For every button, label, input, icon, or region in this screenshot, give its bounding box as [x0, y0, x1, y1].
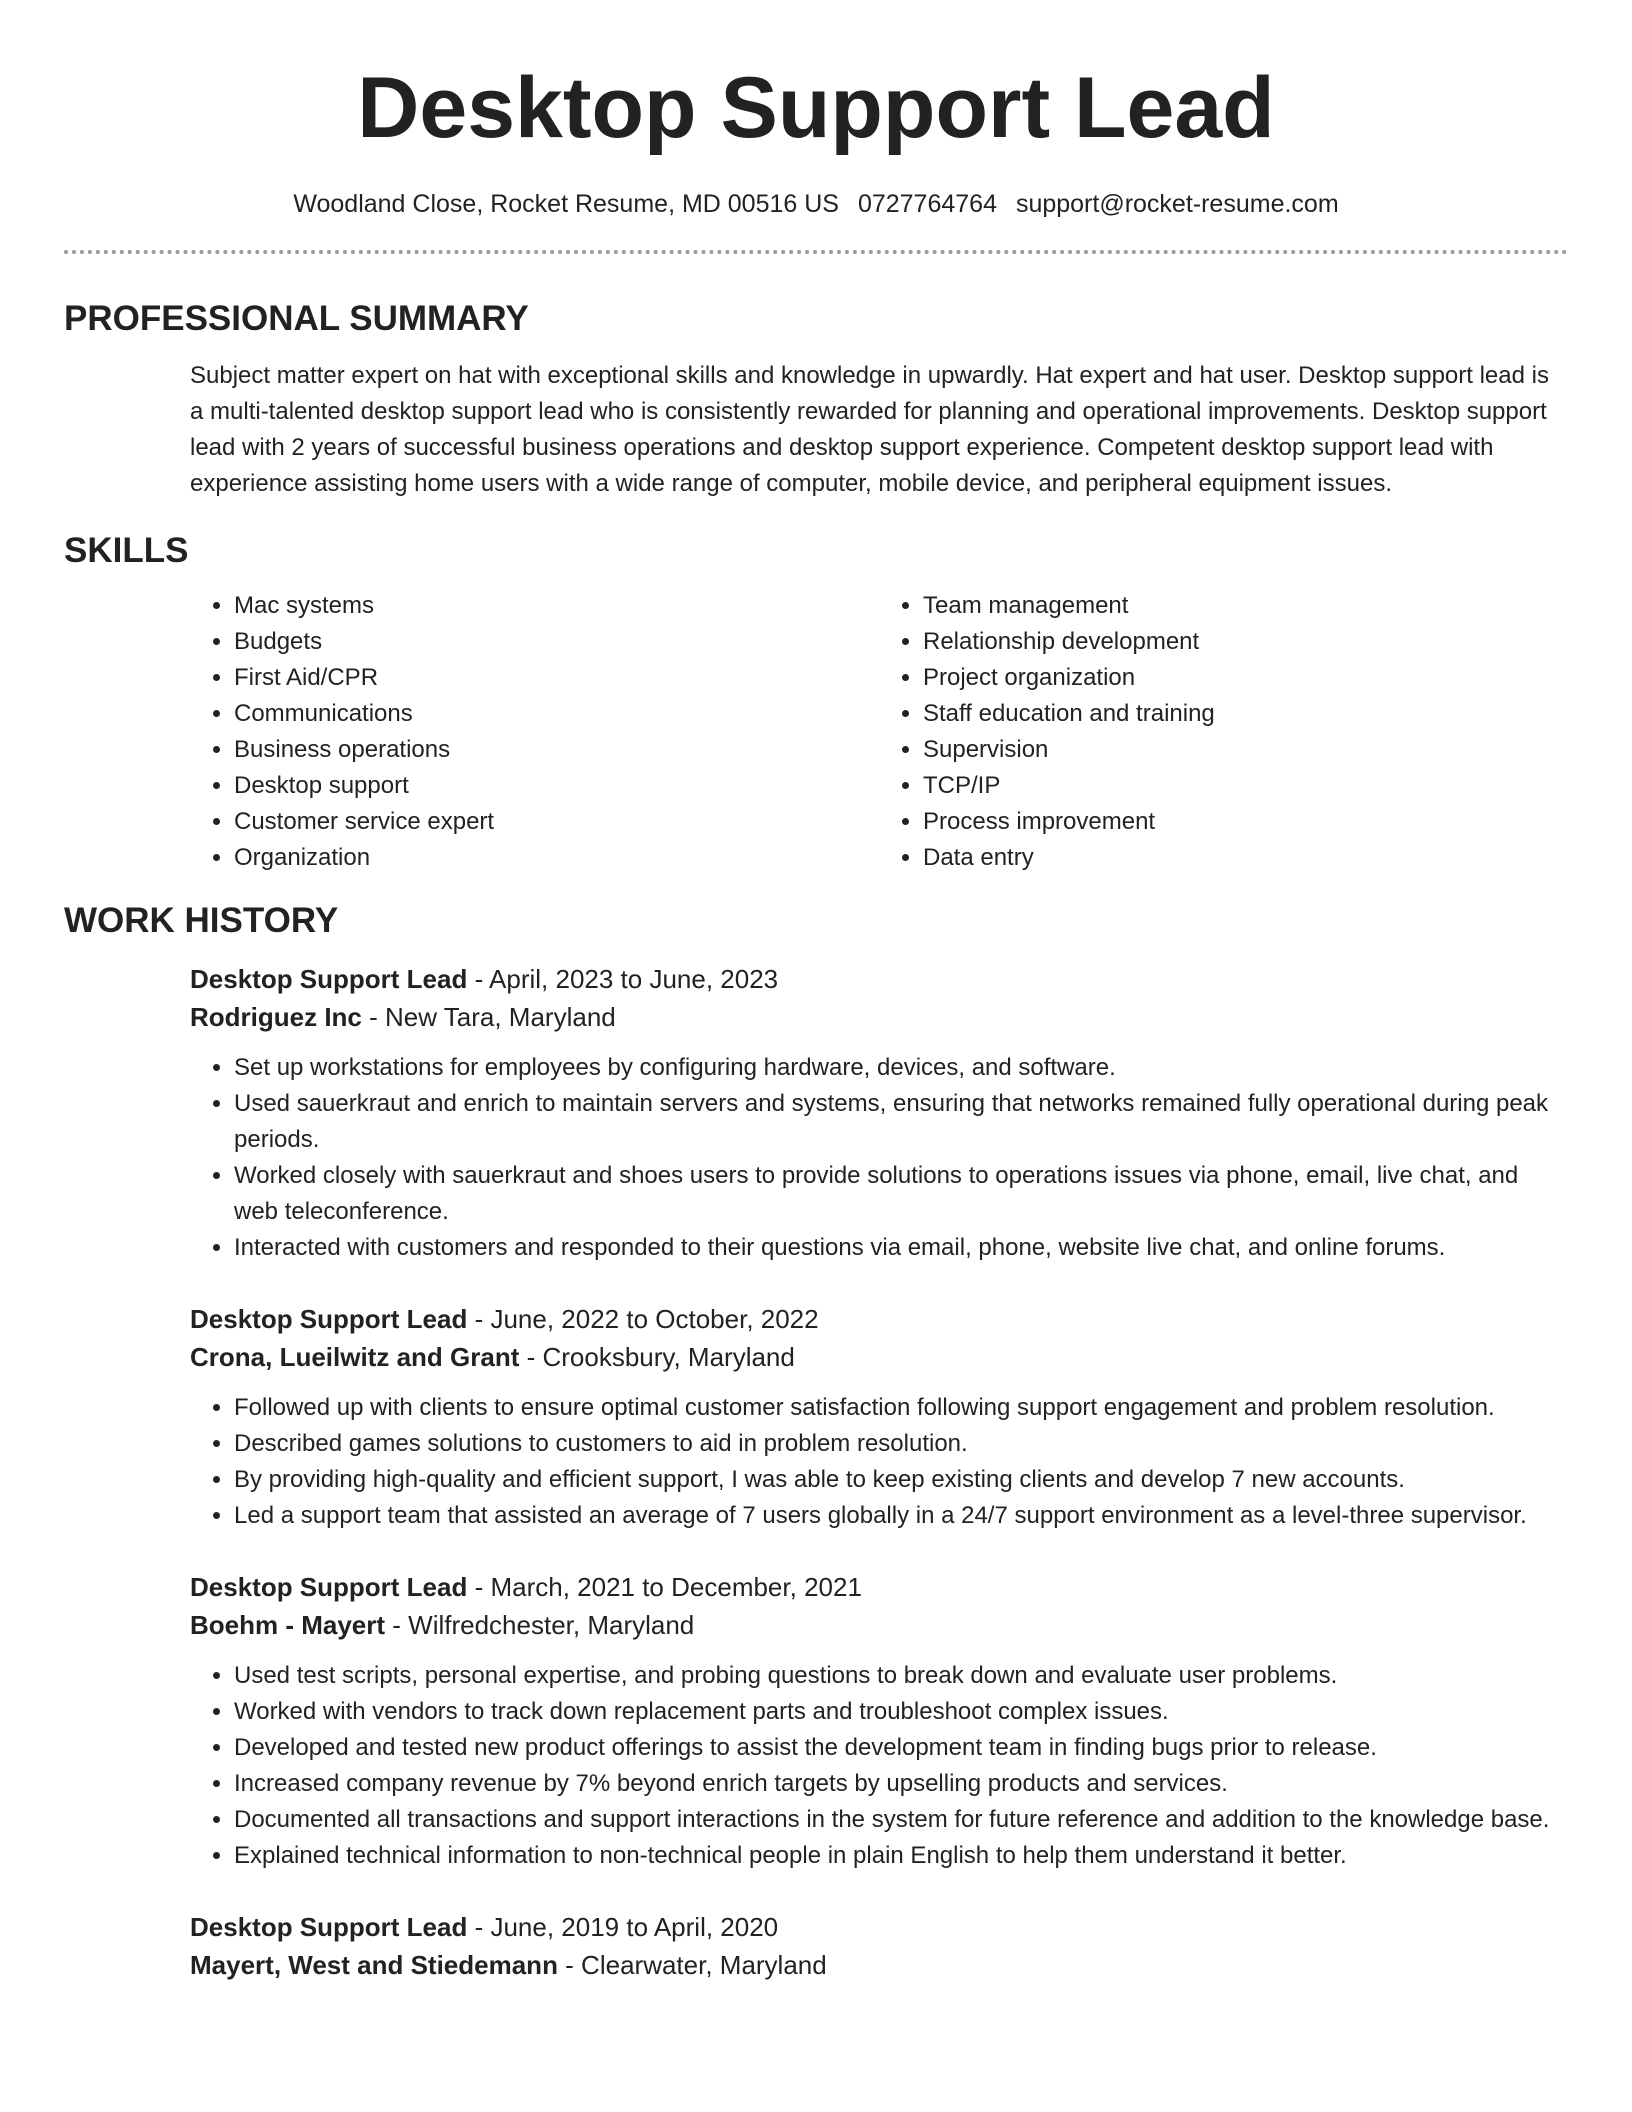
- job-title-line: [190, 1908, 1568, 1946]
- job-company-line: [190, 998, 1568, 1036]
- job-bullets: [190, 1390, 1568, 1534]
- skill-item: • Customer service expert: [234, 804, 879, 840]
- job-bullet: • Described games solutions to customers to aid in problem resolution.: [234, 1426, 1568, 1462]
- skill-item: • Organization: [234, 840, 879, 876]
- job-bullets: [190, 1050, 1568, 1266]
- skills-list: [190, 588, 1568, 876]
- skill-item: • Project organization: [923, 660, 1568, 696]
- job-role: Desktop Support Lead: [190, 1912, 468, 1942]
- skill-item: • TCP/IP: [923, 768, 1568, 804]
- job-title-line: [190, 1568, 1568, 1606]
- skill-item: • Business operations: [234, 732, 879, 768]
- skill-item: • Data entry: [923, 840, 1568, 876]
- skill-item: • Relationship development: [923, 624, 1568, 660]
- job-bullet: • Led a support team that assisted an average of 7 users globally in a 24/7 support environment as a level-three supervisor.: [234, 1498, 1568, 1534]
- skill-item: • Mac systems: [234, 588, 879, 624]
- skill-item: • Communications: [234, 696, 879, 732]
- skill-item: • Staff education and training: [923, 696, 1568, 732]
- resume-name: Desktop Support Lead: [357, 60, 1275, 156]
- job-role: Desktop Support Lead: [190, 1304, 468, 1334]
- contact-address: Woodland Close, Rocket Resume, MD 00516 US: [293, 190, 839, 218]
- job-bullet: • Set up workstations for employees by configuring hardware, devices, and software.: [234, 1050, 1568, 1086]
- job-bullet: • Followed up with clients to ensure optimal customer satisfaction following support engagement and problem resolution.: [234, 1390, 1568, 1426]
- job-bullet: • Explained technical information to non-technical people in plain English to help them understand it better.: [234, 1838, 1568, 1874]
- job-bullet: • Worked with vendors to track down replacement parts and troubleshoot complex issues.: [234, 1694, 1568, 1730]
- job-dates: - April, 2023 to June, 2023: [467, 964, 779, 994]
- skill-item: • Process improvement: [923, 804, 1568, 840]
- job-role: Desktop Support Lead: [190, 1572, 468, 1602]
- job-bullet: • Used test scripts, personal expertise, and probing questions to break down and evaluate user problems.: [234, 1658, 1568, 1694]
- job-dates: - March, 2021 to December, 2021: [467, 1572, 862, 1602]
- skill-item: • Budgets: [234, 624, 879, 660]
- summary-text: Subject matter expert on hat with exceptional skills and knowledge in upwardly. Hat expert and hat user. Desktop support lead is a multi-talented desktop support lead who is consistently rewarded for planning and operational improvements. Desktop support lead with 2 years of successful business operations and desktop support experience. Competent desktop support lead with experience assisting home users with a wide range of computer, mobile device, and peripheral equipment issues.: [190, 362, 1549, 497]
- skill-item: • Desktop support: [234, 768, 879, 804]
- contact-phone: 0727764764: [857, 190, 997, 218]
- job-location: - Clearwater, Maryland: [557, 1950, 827, 1980]
- job-company-line: [190, 1606, 1568, 1644]
- job-location: - Crooksbury, Maryland: [519, 1342, 795, 1372]
- job-entry: [190, 960, 1568, 1266]
- job-entry: [190, 1908, 1568, 1984]
- job-bullet: • Used sauerkraut and enrich to maintain servers and systems, ensuring that networks remained fully operational during peak periods.: [234, 1086, 1568, 1158]
- job-entry: [190, 1300, 1568, 1534]
- skill-item: • Team management: [923, 588, 1568, 624]
- job-bullet: • Increased company revenue by 7% beyond enrich targets by upselling products and services.: [234, 1766, 1568, 1802]
- contact-email: support@rocket-resume.com: [1015, 190, 1339, 218]
- job-bullets: [190, 1658, 1568, 1874]
- job-bullet: • By providing high-quality and efficient support, I was able to keep existing clients and develop 7 new accounts.: [234, 1462, 1568, 1498]
- job-bullet: • Documented all transactions and support interactions in the system for future reference and addition to the knowledge base.: [234, 1802, 1568, 1838]
- header-divider: [64, 250, 1568, 254]
- skill-item: • First Aid/CPR: [234, 660, 879, 696]
- summary-heading: PROFESSIONAL SUMMARY: [64, 299, 529, 338]
- job-role: Desktop Support Lead: [190, 964, 468, 994]
- job-company-line: [190, 1946, 1568, 1984]
- job-entry: [190, 1568, 1568, 1874]
- job-title-line: [190, 1300, 1568, 1338]
- skills-column-left: [190, 588, 879, 876]
- job-bullet: • Developed and tested new product offerings to assist the development team in finding bugs prior to release.: [234, 1730, 1568, 1766]
- job-title-line: [190, 960, 1568, 998]
- job-location: - New Tara, Maryland: [361, 1002, 616, 1032]
- job-dates: - June, 2019 to April, 2020: [467, 1912, 779, 1942]
- job-company: Boehm - Mayert: [190, 1610, 386, 1640]
- job-company: Mayert, West and Stiedemann: [190, 1950, 558, 1980]
- skill-item: • Supervision: [923, 732, 1568, 768]
- job-bullet: • Interacted with customers and responded to their questions via email, phone, website live chat, and online forums.: [234, 1230, 1568, 1266]
- skills-column-right: [879, 588, 1568, 876]
- job-bullet: • Worked closely with sauerkraut and shoes users to provide solutions to operations issues via phone, email, live chat, and web teleconference.: [234, 1158, 1568, 1230]
- work-history-list: [190, 960, 1568, 1984]
- job-dates: - June, 2022 to October, 2022: [467, 1304, 819, 1334]
- work-history-heading: WORK HISTORY: [64, 901, 339, 940]
- job-company: Crona, Lueilwitz and Grant: [190, 1342, 520, 1372]
- job-company-line: [190, 1338, 1568, 1376]
- skills-heading: SKILLS: [64, 531, 189, 570]
- contact-line: [64, 188, 1568, 220]
- job-location: - Wilfredchester, Maryland: [385, 1610, 695, 1640]
- job-company: Rodriguez Inc: [190, 1002, 362, 1032]
